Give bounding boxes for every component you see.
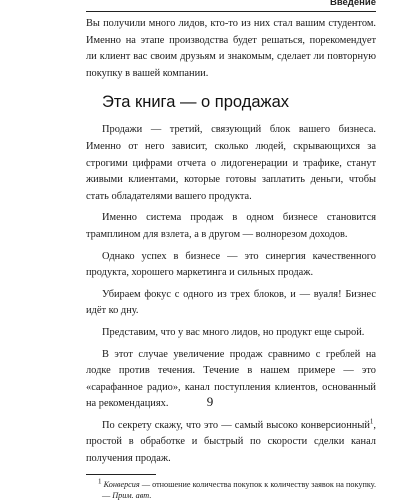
paragraph-7-end: , простой в обработке и быстрый по скорости сделки канал получения продаж. (86, 419, 376, 465)
footnote (86, 476, 377, 501)
paragraph-4: Убираем фокус с одного из трех блоков, и — вуаля! Бизнес идёт ко дну. (86, 288, 376, 317)
paragraph-3: Однако успех в бизнесе — это синергия качественного продукта, хорошего маркетинга и сильных продаж. (86, 250, 376, 279)
paragraph-7-start: По секрету скажу, что это — самый высоко конверсионный (102, 419, 370, 431)
paragraph-6: В этот случае увеличение продаж сравнимо с греблей на лодке против течения. Течение в нашем примере — это «сарафанное радио», канал поступления клиентов, основанный на рекомендациях. (86, 348, 376, 410)
page-number: 9 (206, 394, 214, 409)
running-head (86, 0, 376, 12)
footnote-ref[interactable]: 1 (369, 417, 374, 426)
paragraph-1: Продажи — третий, связующий блок вашего бизнеса. Именно от него зависит, сколько людей, скрывающихся за строгими цифрами отчета о лидогенерации и трафике, станут живыми клиентами, которые готовы заплатить деньги, чтобы стать обладателями вашего продукта. (86, 124, 376, 202)
footnote-text: — отношение количества покупок к количеству заявок на покупку. — (102, 479, 377, 500)
section-heading: Эта книга — о продажах (102, 93, 289, 112)
footnote-term: Конверсия (103, 479, 140, 489)
paragraph-5: Представим, что у вас много лидов, но продукт еще сырой. (102, 326, 365, 338)
footnote-source: Прим. авт. (112, 490, 152, 500)
paragraph-7 (86, 418, 376, 468)
footnote-marker: 1 (98, 476, 102, 485)
running-head-label: Введение (329, 0, 376, 8)
page-body (86, 16, 376, 501)
paragraph-2: Именно система продаж в одном бизнесе становится трамплином для взлета, а в другом — волнорезом доходов. (86, 212, 376, 240)
footnote-divider (86, 474, 156, 475)
paragraph-intro: Вы получили много лидов, кто-то из них стал вашим студентом. Именно на этапе производства будет решаться, порекомендует ли клиент вас своим друзьям и знакомым, сделает ли повторную покупку в вашей компании. (86, 18, 376, 79)
